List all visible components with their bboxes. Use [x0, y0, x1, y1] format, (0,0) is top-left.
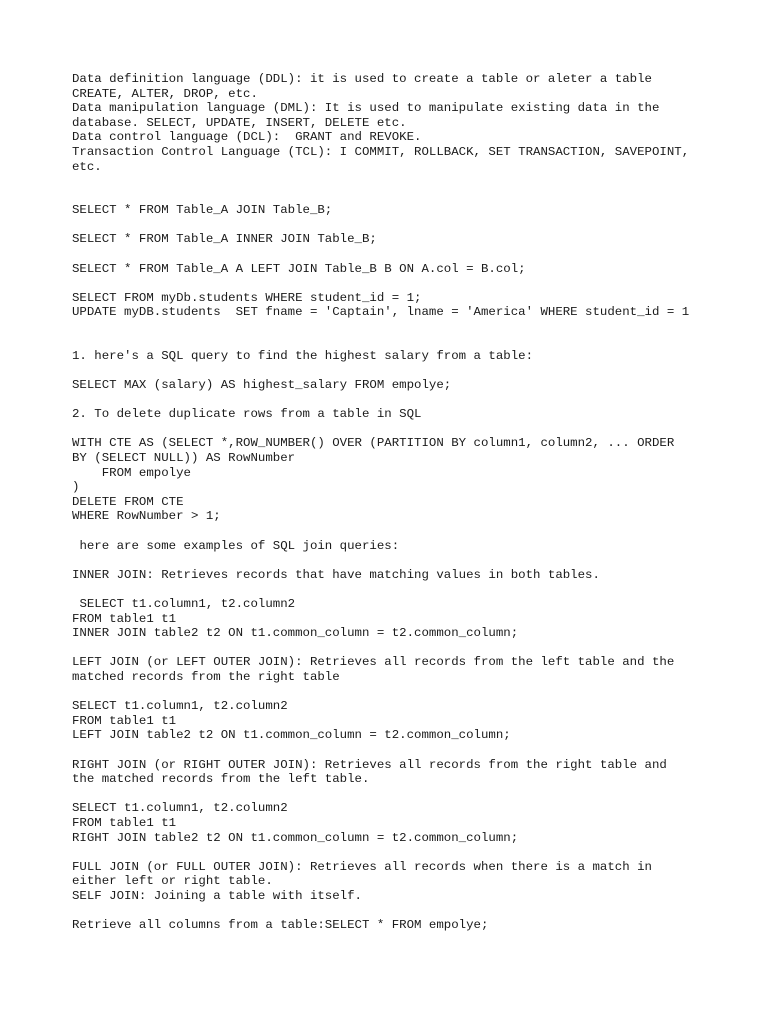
right-join-query: SELECT t1.column1, t2.column2 FROM table1 t1 RIGHT JOIN table2 t2 ON t1.common_column = t2.common_column; — [72, 801, 519, 845]
dcl-paragraph: Data control language (DCL): GRANT and REVOKE. — [72, 130, 422, 145]
dml-paragraph: Data manipulation language (DML): It is used to manipulate existing data in the database. SELECT, UPDATE, INSERT, DELETE etc. — [72, 101, 660, 130]
spacer — [72, 524, 752, 539]
spacer — [72, 218, 752, 233]
spacer — [72, 845, 752, 860]
ddl-paragraph: Data definition language (DDL): it is used to create a table or aleter a table CREATE, ALTER, DROP, etc. — [72, 72, 652, 101]
spacer — [72, 685, 752, 700]
full-join-description: FULL JOIN (or FULL OUTER JOIN): Retrieves all records when there is a match in either left or right table. — [72, 859, 652, 889]
left-join-query: SELECT t1.column1, t2.column2 FROM table1 t1 LEFT JOIN table2 t2 ON t1.common_column = t2.common_column; — [72, 699, 511, 743]
retrieve-all-columns: Retrieve all columns from a table:SELECT * FROM empolye; — [72, 918, 489, 933]
left-join-description: LEFT JOIN (or LEFT OUTER JOIN): Retrieves all records from the left table and the matched records from the right table — [72, 655, 675, 684]
tcl-paragraph: Transaction Control Language (TCL): I COMMIT, ROLLBACK, SET TRANSACTION, SAVEPOINT, etc. — [72, 144, 690, 174]
right-join-description: RIGHT JOIN (or RIGHT OUTER JOIN): Retrieves all records from the right table and the matched records from the left table. — [72, 757, 667, 787]
spacer — [72, 422, 752, 437]
spacer — [72, 582, 752, 597]
spacer — [72, 364, 752, 379]
highest-salary-heading: 1. here's a SQL query to find the highest salary from a table: — [72, 348, 534, 363]
spacer — [72, 553, 752, 568]
spacer — [72, 174, 752, 203]
inner-join-query: SELECT t1.column1, t2.column2 FROM table1 t1 INNER JOIN table2 t2 ON t1.common_column = t2.common_column; — [72, 597, 519, 641]
spacer — [72, 247, 752, 262]
spacer — [72, 787, 752, 802]
self-join-description: SELF JOIN: Joining a table with itself. — [72, 888, 362, 903]
delete-duplicates-heading: 2. To delete duplicate rows from a table in SQL — [72, 407, 422, 422]
inner-join-description: INNER JOIN: Retrieves records that have matching values in both tables. — [72, 567, 600, 582]
spacer — [72, 276, 752, 291]
spacer — [72, 320, 752, 349]
select-student-query: SELECT FROM myDb.students WHERE student_id = 1; — [72, 290, 422, 305]
join-example-query: SELECT * FROM Table_A JOIN Table_B; — [72, 203, 333, 218]
join-intro: here are some examples of SQL join queries: — [72, 538, 400, 553]
highest-salary-query: SELECT MAX (salary) AS highest_salary FROM empolye; — [72, 378, 452, 393]
update-student-query: UPDATE myDB.students SET fname = 'Captain', lname = 'America' WHERE student_id = 1 — [72, 305, 690, 320]
inner-join-example-query: SELECT * FROM Table_A INNER JOIN Table_B; — [72, 232, 377, 247]
left-join-example-query: SELECT * FROM Table_A A LEFT JOIN Table_B B ON A.col = B.col; — [72, 261, 526, 276]
spacer — [72, 743, 752, 758]
spacer — [72, 641, 752, 656]
spacer — [72, 903, 752, 918]
delete-duplicates-query: WITH CTE AS (SELECT *,ROW_NUMBER() OVER (PARTITION BY column1, column2, ... ORDER BY (SELECT NULL)) AS RowNumber FROM empolye ) DELETE FROM CTE WHERE RowNumber > 1; — [72, 436, 675, 524]
document-page — [72, 72, 752, 933]
spacer — [72, 393, 752, 408]
